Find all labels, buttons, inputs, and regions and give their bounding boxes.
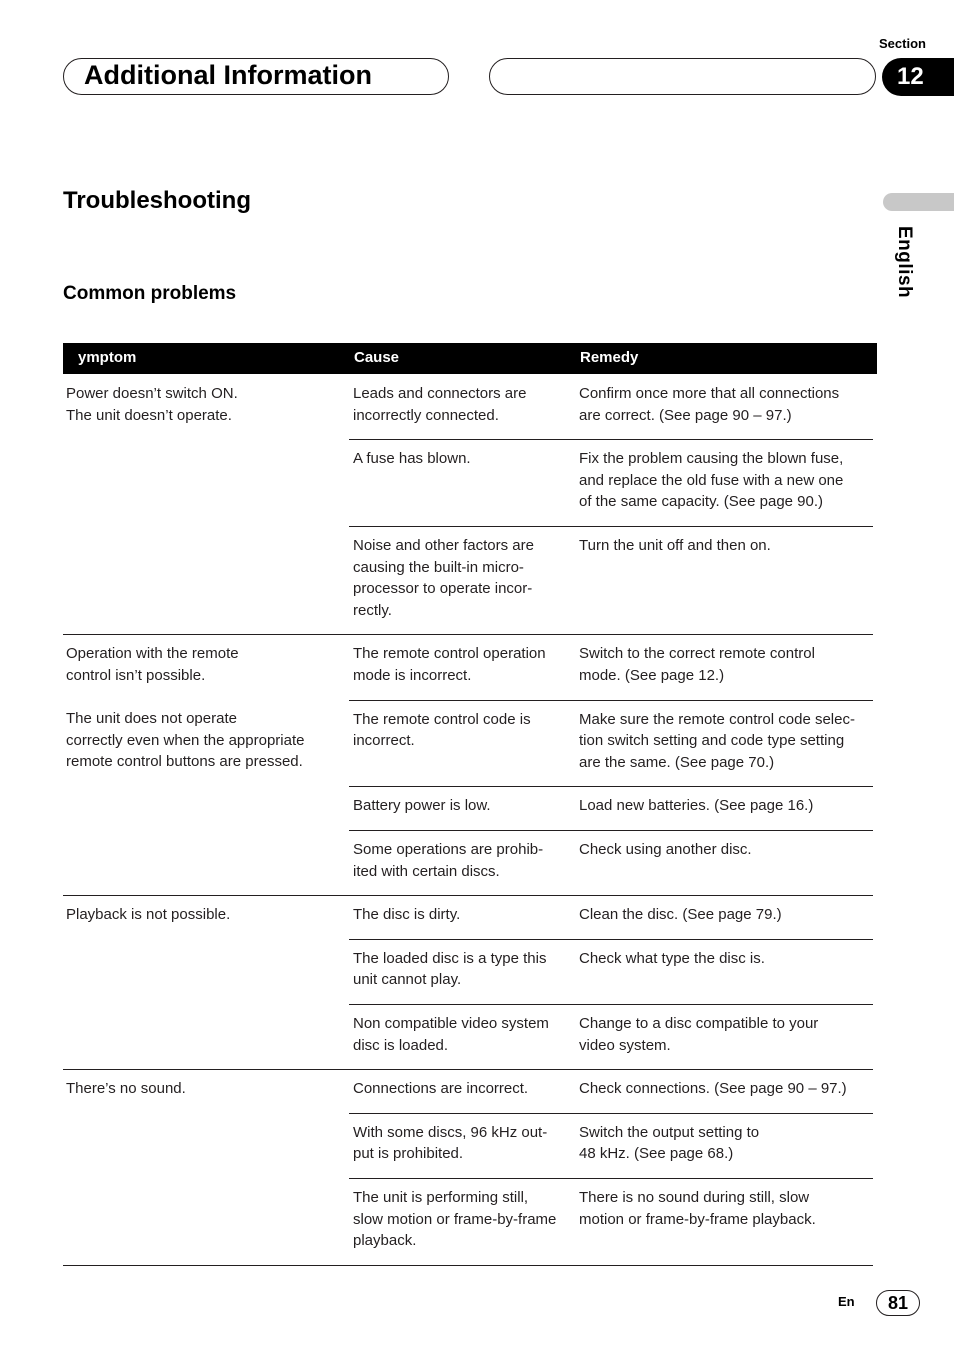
cause-cell: Some operations are prohib- ited with certain discs. [353,841,544,880]
row-separator [349,939,873,940]
group-separator [63,1265,873,1266]
section-subtitle: Common problems [63,283,237,304]
symptom-cell: Power doesn’t switch ON. The unit doesn’t operate. [66,385,238,424]
remedy-cell: Switch the output setting to 48 kHz. (See page 68.) [579,1123,760,1163]
page-number: 81 [876,1290,920,1316]
table-header [63,343,877,374]
column-header-symptom: ymptom [78,349,137,366]
remedy-cell: Check connections. (See page 90 – 97.) [579,1080,847,1098]
row-separator [349,786,873,787]
row-separator [349,1004,873,1005]
row-separator [349,1113,873,1114]
cause-cell: Connections are incorrect. [353,1080,529,1098]
row-separator [349,439,873,440]
symptom-cell: The unit does not operate correctly even when the appropriate remote control buttons are pressed. [66,710,305,771]
remedy-cell: Clean the disc. (See page 79.) [579,906,782,924]
remedy-cell: Load new batteries. (See page 16.) [579,797,814,815]
cause-cell: Non compatible video system disc is loaded. [353,1015,549,1054]
remedy-cell: Check what type the disc is. [579,949,765,967]
remedy-cell: Fix the problem causing the blown fuse, and replace the old fuse with a new one of the same capacity. (See page 90.) [579,450,844,511]
symptom-cell: Playback is not possible. [66,906,231,924]
row-separator [349,700,873,701]
page-title: Troubleshooting [63,187,251,214]
cause-cell: Battery power is low. [353,797,491,815]
header-title: Additional Information [84,60,372,90]
column-header-remedy: Remedy [580,349,639,366]
group-separator [63,1069,873,1070]
cause-cell: The remote control operation mode is incorrect. [353,645,546,684]
row-separator [349,830,873,831]
language-tab-marker [883,193,954,211]
cause-cell: Leads and connectors are incorrectly connected. [353,385,527,424]
row-separator [349,1178,873,1179]
remedy-cell: Switch to the correct remote control mode. (See page 12.) [579,645,815,684]
cause-cell: With some discs, 96 kHz out- put is prohibited. [353,1123,548,1163]
page-language-code: En [838,1294,855,1309]
section-label: Section [879,36,926,51]
remedy-cell: Check using another disc. [579,841,752,858]
column-header-cause: Cause [354,349,400,366]
remedy-cell: Make sure the remote control code selec- tion switch setting and code type setting are the same. (See page 70.) [579,710,855,771]
group-separator [63,634,873,635]
cause-cell: The unit is performing still, slow motion or frame-by-frame playback. [353,1189,557,1250]
remedy-cell: Change to a disc compatible to your video system. [579,1015,819,1054]
remedy-cell: Turn the unit off and then on. [579,537,771,554]
cause-cell: The disc is dirty. [353,906,461,924]
section-number-badge: 12 [882,58,954,96]
remedy-cell: Confirm once more that all connections are correct. (See page 90 – 97.) [579,385,840,424]
cause-cell: The remote control code is incorrect. [353,710,531,750]
cause-cell: Noise and other factors are causing the built-in micro- processor to operate incor- rectly. [353,537,534,619]
language-tab-label: English [894,226,915,299]
remedy-cell: There is no sound during still, slow motion or frame-by-frame playback. [579,1189,816,1228]
symptom-cell: There’s no sound. [66,1080,186,1098]
cause-cell: A fuse has blown. [353,450,471,468]
header-blank-frame [489,58,876,95]
group-separator [63,895,873,896]
symptom-cell: Operation with the remote control isn’t possible. [66,645,239,684]
cause-cell: The loaded disc is a type this unit cannot play. [353,949,547,989]
row-separator [349,526,873,527]
